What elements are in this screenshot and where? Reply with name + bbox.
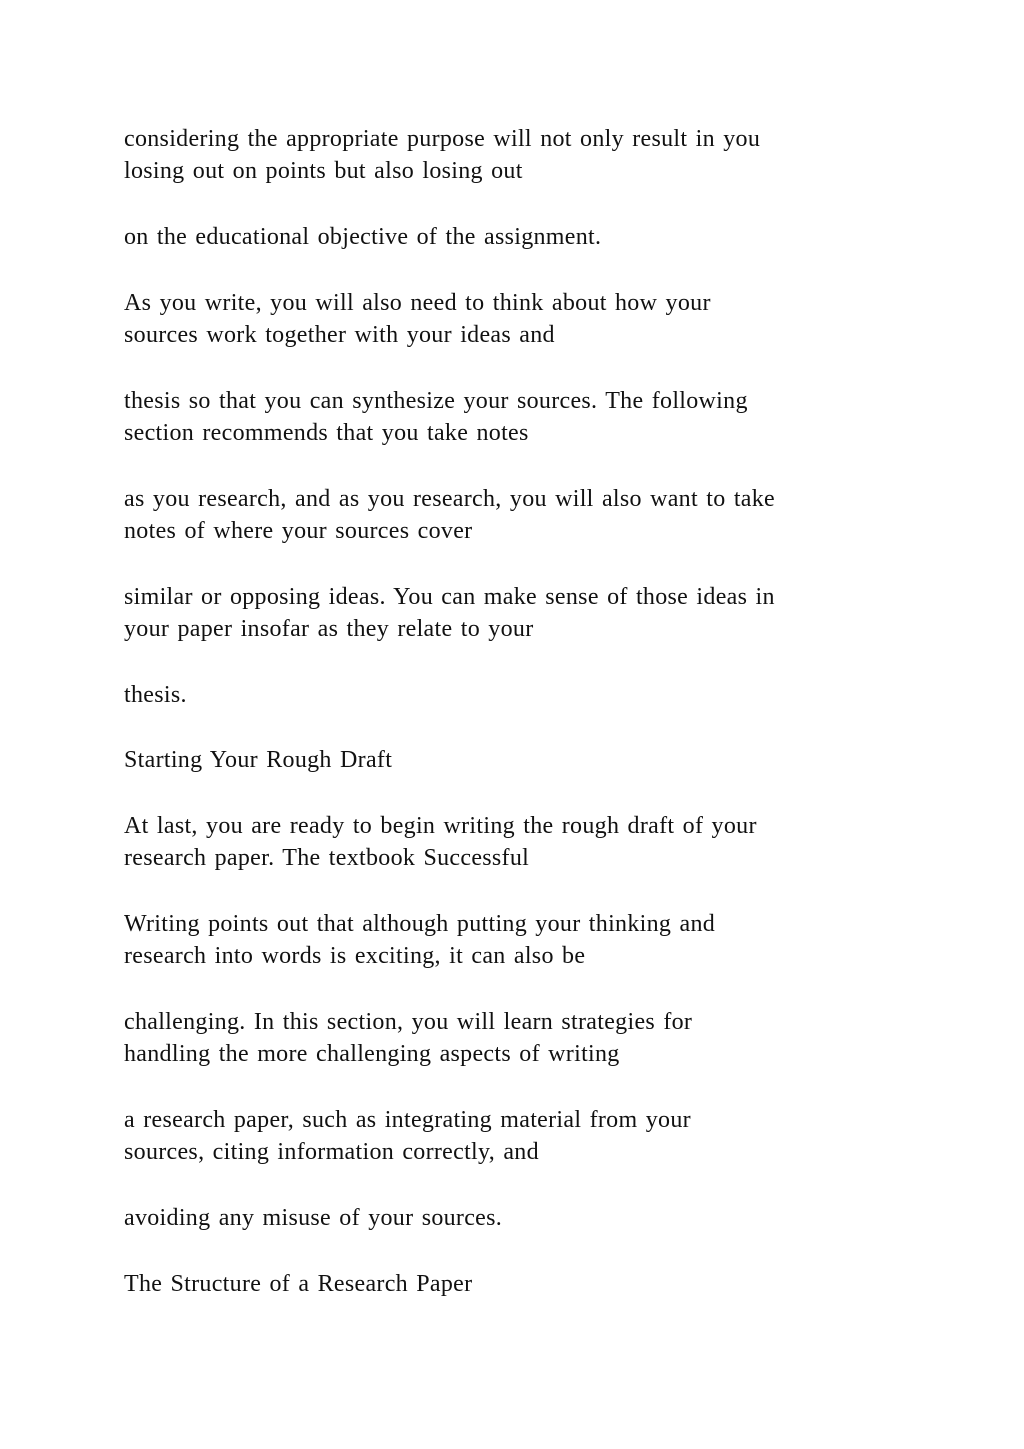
paragraph-6 — [124, 581, 924, 645]
text-line: as you research, and as you research, you will also want to take — [124, 486, 775, 512]
text-line: challenging. In this section, you will learn strategies for — [124, 1009, 693, 1035]
paragraph-11 — [124, 1104, 924, 1168]
text-line: a research paper, such as integrating material from your — [124, 1107, 691, 1133]
paragraph-1 — [124, 123, 924, 187]
paragraph-8 — [124, 810, 924, 874]
paragraph-3 — [124, 287, 924, 351]
text-line: research into words is exciting, it can also be — [124, 943, 586, 969]
text-line: sources work together with your ideas and — [124, 322, 555, 348]
text-line: your paper insofar as they relate to your — [124, 616, 534, 642]
text-line: on the educational objective of the assignment. — [124, 224, 602, 250]
text-line: considering the appropriate purpose will not only result in you — [124, 126, 761, 152]
text-line: As you write, you will also need to think about how your — [124, 290, 711, 316]
paragraph-10 — [124, 1006, 924, 1070]
section-heading-rough-draft — [124, 744, 924, 776]
text-line: Writing points out that although putting your thinking and — [124, 911, 716, 937]
text-line: thesis so that you can synthesize your sources. The following — [124, 388, 748, 414]
paragraph-12 — [124, 1202, 924, 1234]
paragraph-2 — [124, 221, 924, 253]
text-line: notes of where your sources cover — [124, 518, 473, 544]
paragraph-4 — [124, 385, 924, 449]
paragraph-7 — [124, 679, 924, 711]
text-line: thesis. — [124, 682, 187, 708]
text-line: sources, citing information correctly, and — [124, 1139, 539, 1165]
text-line: handling the more challenging aspects of writing — [124, 1041, 620, 1067]
text-line: avoiding any misuse of your sources. — [124, 1205, 503, 1231]
text-line: The Structure of a Research Paper — [124, 1271, 473, 1297]
text-line: losing out on points but also losing out — [124, 158, 523, 184]
text-line: research paper. The textbook Successful — [124, 845, 530, 871]
text-line: similar or opposing ideas. You can make sense of those ideas in — [124, 584, 775, 610]
text-line: Starting Your Rough Draft — [124, 747, 393, 773]
paragraph-5 — [124, 483, 924, 547]
paragraph-9 — [124, 908, 924, 972]
section-heading-structure — [124, 1268, 924, 1300]
text-line: section recommends that you take notes — [124, 420, 529, 446]
text-line: At last, you are ready to begin writing the rough draft of your — [124, 813, 757, 839]
